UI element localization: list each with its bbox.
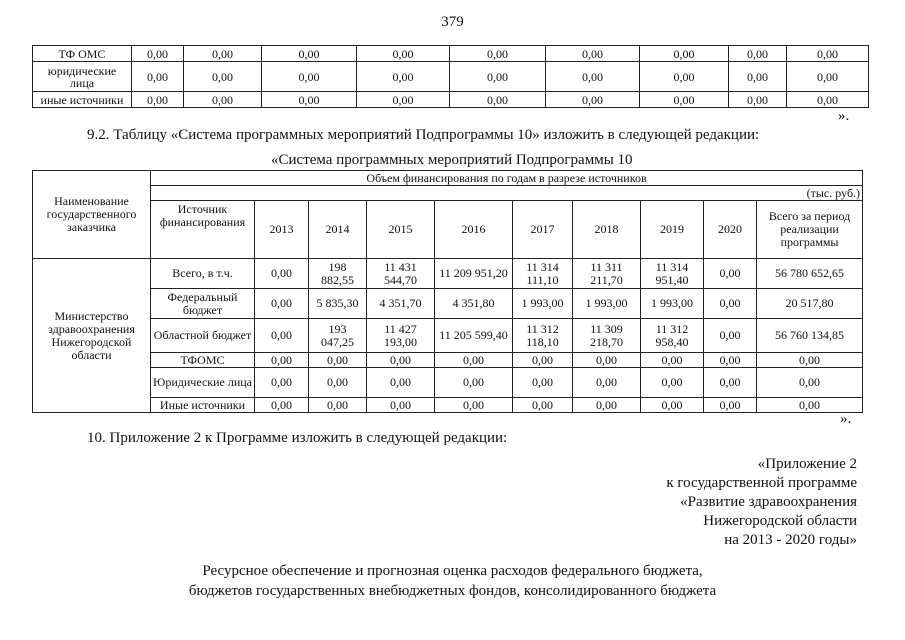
value-cell: 0,00 (729, 92, 787, 108)
amount-cell: 1 993,00 (513, 289, 573, 319)
value-cell: 0,00 (184, 92, 262, 108)
heading-line: Ресурсное обеспечение и прогнозная оценка расходов федерального бюджета, (202, 563, 703, 579)
amount-cell: 4 351,80 (435, 289, 513, 319)
value-cell: 0,00 (546, 62, 640, 92)
value-cell: 0,00 (184, 62, 262, 92)
amount-cell: 0,00 (309, 353, 367, 368)
row-label: юридические лица (33, 62, 132, 92)
amount-cell: 0,00 (513, 398, 573, 413)
source-cell: ТФОМС (151, 353, 255, 368)
source-cell: Всего, в т.ч. (151, 259, 255, 289)
value-cell: 0,00 (640, 92, 729, 108)
row-label: ТФ ОМС (33, 46, 132, 62)
amount-cell: 20 517,80 (757, 289, 863, 319)
amount-cell: 0,00 (704, 368, 757, 398)
value-cell: 0,00 (132, 92, 184, 108)
amount-cell: 11 311 211,70 (573, 259, 641, 289)
amount-cell: 0,00 (704, 259, 757, 289)
amount-cell: 0,00 (367, 353, 435, 368)
amount-cell: 0,00 (704, 398, 757, 413)
value-cell: 0,00 (450, 46, 546, 62)
amount-cell: 5 835,30 (309, 289, 367, 319)
source-cell: Иные источники (151, 398, 255, 413)
value-cell: 0,00 (787, 92, 869, 108)
row-label: иные источники (33, 92, 132, 108)
continuation-table-body (33, 46, 869, 108)
value-cell: 0,00 (132, 62, 184, 92)
value-cell: 0,00 (546, 46, 640, 62)
amount-cell: 0,00 (255, 368, 309, 398)
programme-row (33, 259, 863, 289)
amount-cell: 56 760 134,85 (757, 319, 863, 353)
continuation-row (33, 92, 869, 108)
amount-cell: 0,00 (367, 368, 435, 398)
amount-cell: 0,00 (255, 259, 309, 289)
value-cell: 0,00 (546, 92, 640, 108)
continuation-row (33, 62, 869, 92)
programme-row (33, 289, 863, 319)
value-cell: 0,00 (357, 46, 450, 62)
year-header: 2013 (255, 201, 309, 259)
header-total: Всего за период реализации программы (757, 201, 863, 259)
programme-row (33, 353, 863, 368)
amount-cell: 0,00 (255, 289, 309, 319)
appendix-line: «Приложение 2 (757, 456, 857, 472)
paragraph-10: 10. Приложение 2 к Программе изложить в следующей редакции: (87, 430, 508, 446)
page-number: 379 (441, 14, 464, 30)
amount-cell: 0,00 (255, 319, 309, 353)
table-caption: «Система программных мероприятий Подпрограммы 10 (271, 152, 633, 168)
amount-cell: 0,00 (309, 368, 367, 398)
amount-cell: 11 312 118,10 (513, 319, 573, 353)
amount-cell: 0,00 (704, 353, 757, 368)
amount-cell: 11 431 544,70 (367, 259, 435, 289)
amount-cell: 0,00 (704, 289, 757, 319)
value-cell: 0,00 (450, 62, 546, 92)
amount-cell: 0,00 (641, 353, 704, 368)
year-header: 2015 (367, 201, 435, 259)
source-cell: Юридические лица (151, 368, 255, 398)
amount-cell: 0,00 (573, 353, 641, 368)
amount-cell: 11 309 218,70 (573, 319, 641, 353)
amount-cell: 0,00 (513, 353, 573, 368)
programme-table (32, 170, 863, 413)
heading-line: бюджетов государственных внебюджетных фондов, консолидированного бюджета (188, 583, 717, 599)
source-cell: Областной бюджет (151, 319, 255, 353)
amount-cell: 0,00 (435, 398, 513, 413)
programme-table-body (33, 259, 863, 413)
value-cell: 0,00 (640, 62, 729, 92)
value-cell: 0,00 (262, 62, 357, 92)
value-cell: 0,00 (787, 46, 869, 62)
value-cell: 0,00 (262, 46, 357, 62)
amount-cell: 0,00 (757, 368, 863, 398)
closing-quote-2: ». (840, 411, 852, 427)
amount-cell: 11 427 193,00 (367, 319, 435, 353)
amount-cell: 11 205 599,40 (435, 319, 513, 353)
section-heading (0, 561, 905, 601)
amount-cell: 0,00 (367, 398, 435, 413)
continuation-row (33, 46, 869, 62)
amount-cell: 0,00 (641, 368, 704, 398)
amount-cell: 56 780 652,65 (757, 259, 863, 289)
amount-cell: 198 882,55 (309, 259, 367, 289)
amount-cell: 0,00 (573, 368, 641, 398)
header-source: Источник финансирования (151, 201, 255, 259)
programme-row (33, 319, 863, 353)
amount-cell: 11 312 958,40 (641, 319, 704, 353)
amount-cell: 4 351,70 (367, 289, 435, 319)
amount-cell: 0,00 (255, 398, 309, 413)
header-customer: Наименование государственного заказчика (33, 171, 151, 259)
programme-row (33, 398, 863, 413)
customer-name: Министерство здравоохранения Нижегородской области (33, 259, 151, 413)
amount-cell: 0,00 (573, 398, 641, 413)
source-cell: Федеральный бюджет (151, 289, 255, 319)
amount-cell: 11 314 951,40 (641, 259, 704, 289)
year-header: 2018 (573, 201, 641, 259)
year-header: 2019 (641, 201, 704, 259)
amount-cell: 0,00 (309, 398, 367, 413)
header-financing: Объем финансирования по годам в разрезе источников (151, 171, 863, 186)
year-header: 2016 (435, 201, 513, 259)
value-cell: 0,00 (132, 46, 184, 62)
closing-quote-1: ». (838, 108, 850, 124)
value-cell: 0,00 (184, 46, 262, 62)
amount-cell: 1 993,00 (573, 289, 641, 319)
amount-cell: 0,00 (757, 398, 863, 413)
value-cell: 0,00 (262, 92, 357, 108)
year-header: 2017 (513, 201, 573, 259)
value-cell: 0,00 (729, 46, 787, 62)
appendix-line: «Развитие здравоохранения (680, 494, 857, 510)
amount-cell: 1 993,00 (641, 289, 704, 319)
year-header: 2014 (309, 201, 367, 259)
appendix-line: на 2013 - 2020 годы» (724, 532, 857, 548)
appendix-line: к государственной программе (666, 475, 857, 491)
continuation-table (32, 45, 869, 108)
value-cell: 0,00 (357, 92, 450, 108)
amount-cell: 193 047,25 (309, 319, 367, 353)
amount-cell: 11 314 111,10 (513, 259, 573, 289)
paragraph-9-2: 9.2. Таблицу «Система программных мероприятий Подпрограммы 10» изложить в следующей редакции: (87, 127, 760, 143)
amount-cell: 0,00 (757, 353, 863, 368)
amount-cell: 0,00 (435, 353, 513, 368)
amount-cell: 0,00 (641, 398, 704, 413)
programme-row (33, 368, 863, 398)
amount-cell: 11 209 951,20 (435, 259, 513, 289)
value-cell: 0,00 (640, 46, 729, 62)
amount-cell: 0,00 (513, 368, 573, 398)
amount-cell: 0,00 (255, 353, 309, 368)
amount-cell: 0,00 (704, 319, 757, 353)
units-label: (тыс. руб.) (151, 186, 863, 201)
value-cell: 0,00 (787, 62, 869, 92)
value-cell: 0,00 (729, 62, 787, 92)
value-cell: 0,00 (450, 92, 546, 108)
value-cell: 0,00 (357, 62, 450, 92)
appendix-header (666, 455, 857, 550)
amount-cell: 0,00 (435, 368, 513, 398)
appendix-line: Нижегородской области (703, 513, 857, 529)
year-header: 2020 (704, 201, 757, 259)
